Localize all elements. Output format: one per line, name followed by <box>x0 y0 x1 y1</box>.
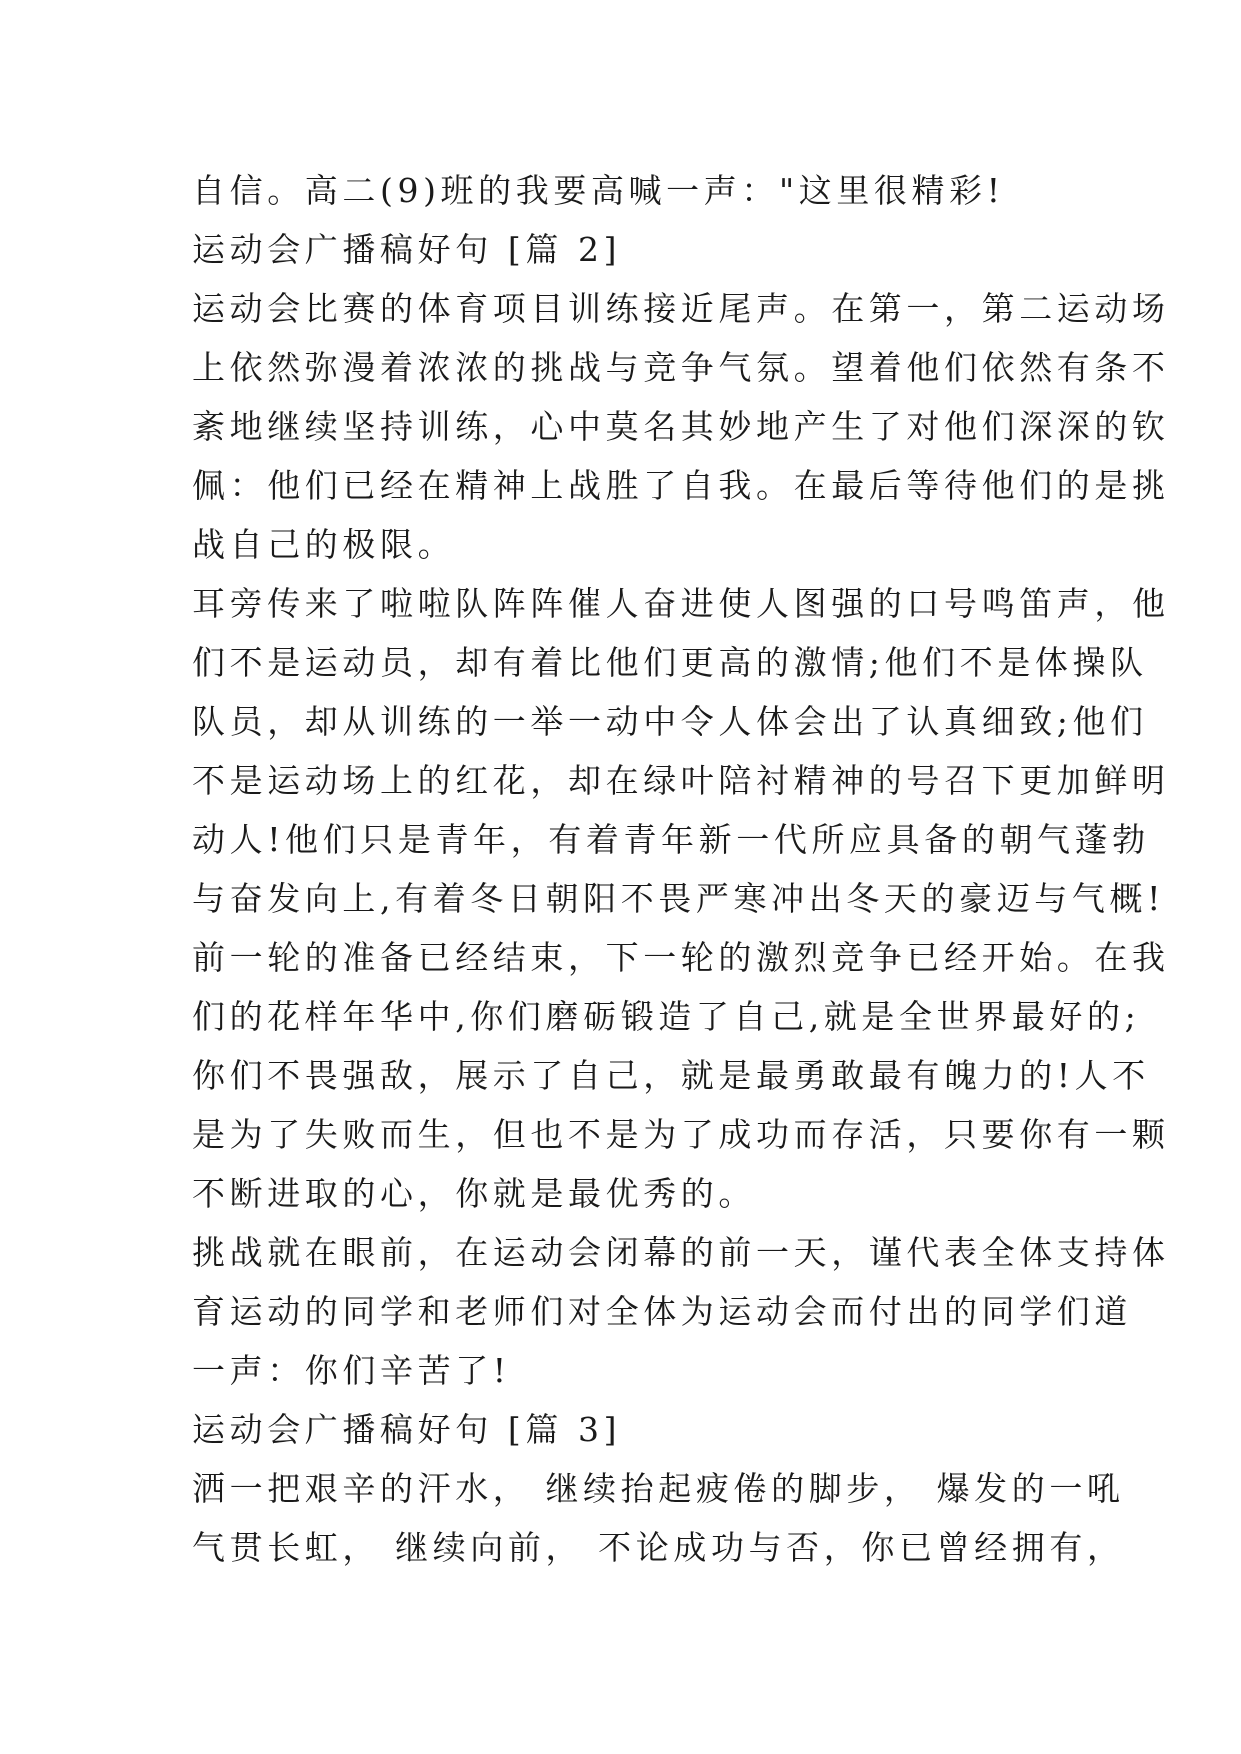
text-line: 佩：他们已经在精神上战胜了自我。在最后等待他们的是挑 <box>192 466 1170 505</box>
section-heading: 运动会广播稿好句 [篇 3] <box>192 1410 622 1449</box>
text-line: 紊地继续坚持训练，心中莫名其妙地产生了对他们深深的钦 <box>192 407 1170 446</box>
document-body <box>192 161 1170 1577</box>
text-line: 挑战就在眼前，在运动会闭幕的前一天，谨代表全体支持体 <box>192 1233 1170 1272</box>
text-line: 你们不畏强敌，展示了自己，就是最勇敢最有魄力的!人不 <box>192 1056 1150 1095</box>
text-line: 育运动的同学和老师们对全体为运动会而付出的同学们道 <box>192 1292 1132 1331</box>
text-line: 战自己的极限。 <box>192 525 456 564</box>
text-line: 是为了失败而生，但也不是为了成功而存活，只要你有一颗 <box>192 1115 1170 1154</box>
text-line: 不是运动场上的红花，却在绿叶陪衬精神的号召下更加鲜明 <box>192 761 1170 800</box>
text-line: 们的花样年华中,你们磨砺锻造了自己,就是全世界最好的; <box>192 997 1141 1036</box>
text-line: 上依然弥漫着浓浓的挑战与竞争气氛。望着他们依然有条不 <box>192 348 1170 387</box>
text-line: 与奋发向上,有着冬日朝阳不畏严寒冲出冬天的豪迈与气概! <box>192 879 1165 918</box>
text-line: 气贯长虹， 继续向前， 不论成功与否，你已曾经拥有， <box>192 1528 1125 1567</box>
text-line: 前一轮的准备已经结束，下一轮的激烈竞争已经开始。在我 <box>192 938 1170 977</box>
text-line: 动人!他们只是青年，有着青年新一代所应具备的朝气蓬勃 <box>192 820 1150 859</box>
text-line: 洒一把艰辛的汗水， 继续抬起疲倦的脚步， 爆发的一吼 <box>192 1469 1125 1508</box>
text-line: 自信。高二(9)班的我要高喊一声："这里很精彩! <box>192 171 1005 210</box>
text-line: 不断进取的心，你就是最优秀的。 <box>192 1174 756 1213</box>
section-heading: 运动会广播稿好句 [篇 2] <box>192 230 622 269</box>
text-line: 运动会比赛的体育项目训练接近尾声。在第一，第二运动场 <box>192 289 1170 328</box>
text-line: 队员，却从训练的一举一动中令人体会出了认真细致;他们 <box>192 702 1148 741</box>
text-line: 一声：你们辛苦了! <box>192 1351 511 1390</box>
text-line: 们不是运动员，却有着比他们更高的激情;他们不是体操队 <box>192 643 1148 682</box>
text-line: 耳旁传来了啦啦队阵阵催人奋进使人图强的口号鸣笛声，他 <box>192 584 1170 623</box>
